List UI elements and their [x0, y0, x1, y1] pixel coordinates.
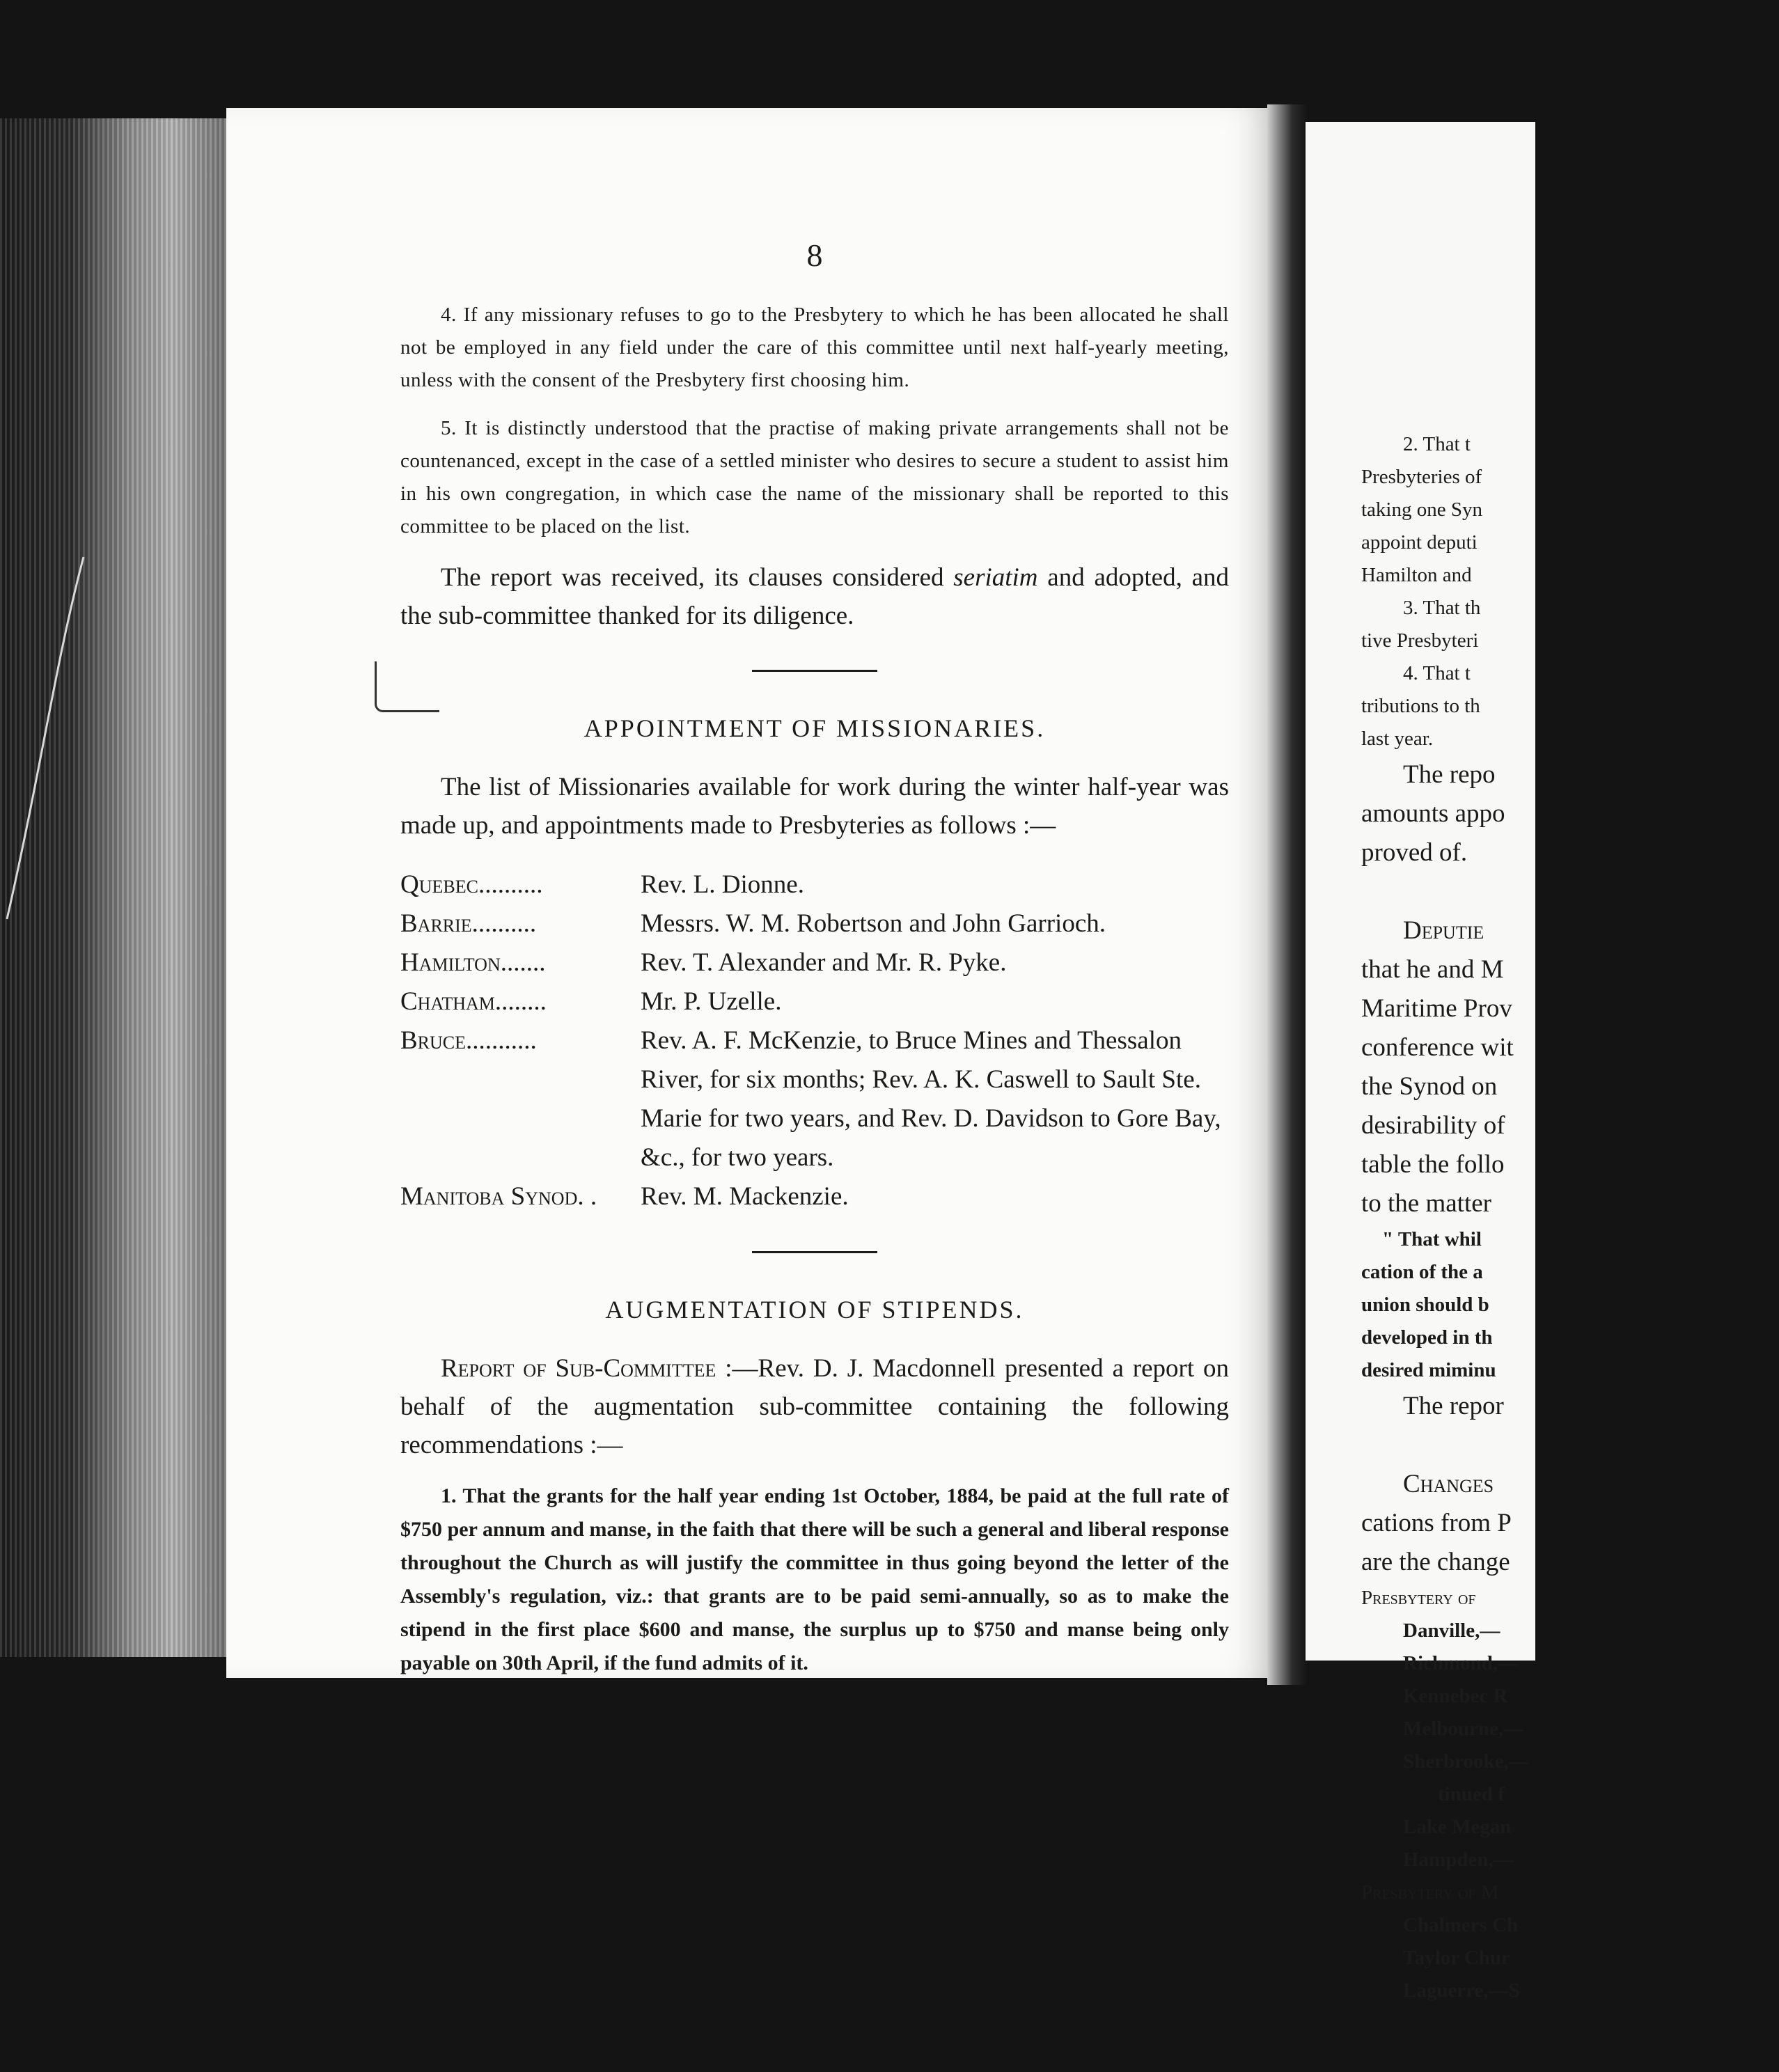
right-page-line: Maritime Prov [1361, 994, 1512, 1023]
heading-appointment-of-missionaries: APPOINTMENT OF MISSIONARIES. [583, 714, 1046, 742]
subcommittee-text: :—Rev. D. J. Macdonnell presented a report on behalf of the augmentation sub-committee containing the following recommendations :— [400, 1354, 1230, 1459]
right-page-line: Melbourne,— [1403, 1718, 1524, 1740]
subcommittee-report-paragraph [400, 1349, 1229, 1464]
right-page-line: the Synod on [1361, 1072, 1498, 1101]
right-page-line: Sherbrooke,— [1403, 1750, 1529, 1773]
left-page-text [400, 237, 1229, 1695]
report-received-italic: seriatim [953, 563, 1038, 592]
clause-5: 5. It is distinctly understood that the practise of making private arrangements shall not be countenanced, except in the case of a settled minister who desires to secure a student to assist him in his own congregation, in which case the name of the missionary shall be reported to this committee to be placed on the list. [400, 417, 1229, 537]
page-number: 8 [806, 237, 823, 273]
heading-augmentation-of-stipends: AUGMENTATION OF STIPENDS. [605, 1296, 1024, 1324]
right-page-line: amounts appo [1361, 799, 1505, 828]
appointment-presbytery: Barrie.......... [400, 909, 537, 938]
appointment-row [400, 1021, 1229, 1177]
appointment-text: Rev. T. Alexander and Mr. R. Pyke. [641, 948, 1007, 977]
right-page-line: appoint deputi [1361, 531, 1478, 554]
right-page-line: Laguerre,—S [1403, 1979, 1520, 2002]
missionaries-intro: The list of Missionaries available for work during the winter half-year was made up, and appointments made to Presbyteries as follows :— [400, 773, 1229, 840]
right-page-line: Hampden,— [1403, 1849, 1514, 1871]
right-page-line: Lake Megan [1403, 1816, 1512, 1838]
right-page-line: cations from P [1361, 1509, 1512, 1537]
appointment-text: Messrs. W. M. Robertson and John Garrioch. [641, 909, 1106, 938]
right-page-line: to the matter [1361, 1189, 1491, 1218]
right-page-line [1361, 1426, 1779, 1465]
right-page-line: The repor [1403, 1392, 1504, 1420]
right-page-line: desirability of [1361, 1111, 1505, 1140]
right-page-line: taking one Syn [1361, 499, 1482, 521]
appointment-text: Mr. P. Uzelle. [641, 987, 782, 1016]
appointment-row [400, 865, 1229, 904]
right-page-text [1361, 428, 1779, 2007]
book-gutter [1267, 104, 1309, 1685]
appointment-text: Rev. L. Dionne. [641, 870, 804, 899]
right-page-line: 4. That t [1403, 662, 1471, 684]
right-page-line: tinued f [1438, 1783, 1505, 1805]
right-page-line: desired miminu [1361, 1359, 1496, 1381]
right-page-line: cation of the a [1361, 1261, 1483, 1283]
right-page-line: table the follo [1361, 1150, 1505, 1179]
right-page-line: conference wit [1361, 1033, 1514, 1062]
appointment-row [400, 943, 1229, 982]
right-page-line: tributions to th [1361, 695, 1480, 717]
right-page-line: Presbyteries of [1361, 466, 1482, 488]
right-page-line: Presbytery of [1361, 1587, 1476, 1609]
section-divider [752, 670, 877, 672]
right-page-line: Richmond,— [1403, 1652, 1519, 1674]
right-page-line: Kennebec R [1403, 1685, 1508, 1707]
appointment-presbytery: Hamilton....... [400, 948, 546, 977]
right-page-line: The repo [1403, 760, 1496, 789]
right-page-line: that he and M [1361, 955, 1504, 984]
right-page-line: developed in th [1361, 1326, 1493, 1349]
appointment-presbytery: Quebec.......... [400, 870, 543, 899]
right-page-line: Hamilton and [1361, 564, 1472, 586]
appointment-presbytery: Chatham........ [400, 987, 547, 1016]
appointment-text: Rev. M. Mackenzie. [641, 1182, 849, 1211]
right-page-line: Danville,— [1403, 1619, 1500, 1642]
report-received-before: The report was received, its clauses considered [441, 563, 954, 592]
right-page-line: Deputie [1403, 916, 1484, 945]
appointment-presbytery: Bruce........... [400, 1026, 537, 1055]
right-page-line: union should b [1361, 1294, 1489, 1316]
right-page-line: 3. That th [1403, 597, 1481, 619]
report-received-paragraph [400, 558, 1229, 635]
right-page-line: Taylor Chur [1403, 1947, 1510, 1969]
right-page-line: Changes [1403, 1470, 1494, 1498]
report-received-after: and adopted, and the sub-committee thanked for its diligence. [400, 563, 1229, 630]
right-page-line [1361, 872, 1779, 911]
appointment-row [400, 982, 1229, 1021]
appointments-list [400, 865, 1229, 1216]
section-divider [752, 1251, 877, 1253]
subcommittee-label: Report of Sub-Committee [441, 1354, 716, 1383]
right-page-line: Presbytery of M [1361, 1881, 1499, 1904]
right-page-line: tive Presbyteri [1361, 629, 1479, 652]
right-page [1306, 122, 1535, 2002]
appointment-row [400, 1177, 1229, 1216]
resolution-1: 1. That the grants for the half year ending 1st October, 1884, be paid at the full rate of $750 per annum and manse, in the faith that there will be such a general and liberal response throughout the Church as will justify the committee in thus going beyond the letter of the Assembly's regulation, viz.: that grants are to be paid semi-annually, so as to make the stipend in the first place $600 and manse, the surplus up to $750 and manse being only payable on 30th April, if the fund admits of it. [400, 1484, 1229, 1674]
right-page-line: Chalmers Ch [1403, 1914, 1519, 1936]
appointment-text: Rev. A. F. McKenzie, to Bruce Mines and Thessalon River, for six months; Rev. A. K. Caswell to Sault Ste. Marie for two years, and Rev. D. Davidson to Gore Bay, &c., for two years. [641, 1026, 1221, 1172]
appointment-presbytery: Manitoba Synod. . [400, 1182, 597, 1211]
scratch-mark [0, 557, 97, 919]
right-page-line: last year. [1361, 728, 1434, 750]
right-page-line: " That whil [1382, 1228, 1482, 1250]
right-page-line: proved of. [1361, 838, 1468, 867]
right-page-line: are the change [1361, 1548, 1510, 1576]
clause-4: 4. If any missionary refuses to go to the Presbytery to which he has been allocated he shall not be employed in any field under the care of this committee until next half-yearly meeting, unless with the consent of the Presbytery first choosing him. [400, 304, 1229, 391]
appointment-row [400, 904, 1229, 943]
right-page-line: 2. That t [1403, 433, 1471, 455]
